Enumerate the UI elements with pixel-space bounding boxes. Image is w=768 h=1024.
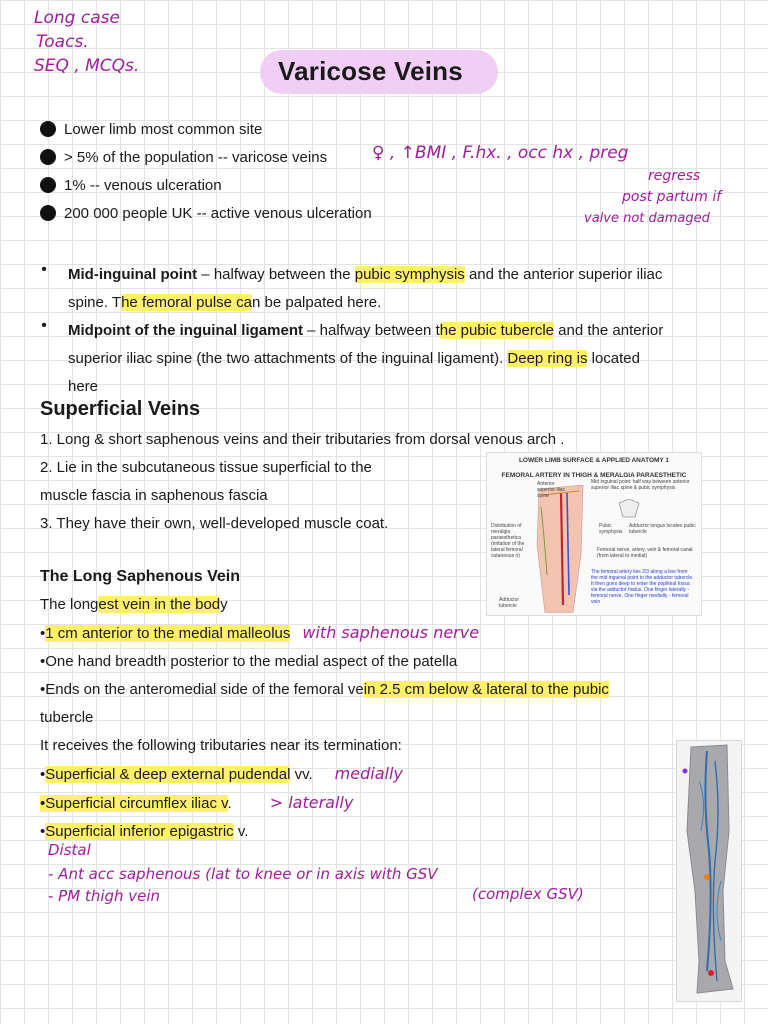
landmark-line [68,289,740,317]
figure-label: Distribution of meralgia paraesthetica (irritation of the lateral femoral cutaneous n) [491,523,525,559]
text-run: spine. T [68,294,122,311]
pelvis-sketch-icon [617,499,641,521]
lsv-section [40,565,609,846]
bullet: • [40,766,46,783]
stats-list [40,120,372,232]
paragraph: 1. Long & short saphenous veins and their tributaries from dorsal venous arch . [40,431,565,448]
risk-note-line: valve not damaged [584,211,710,226]
text-run: and the anterior superior iliac [464,266,663,283]
paragraph: •One hand breadth posterior to the medial aspect of the patella [40,653,458,670]
section-heading: Superficial Veins [40,398,201,420]
margin-note-line: Toacs. [36,32,89,52]
text-run: – halfway between the [197,266,355,283]
list-item-text: 200 000 people UK -- active venous ulceration [64,205,372,222]
highlight: 1 cm anterior to the medial malleolus [45,625,291,642]
paragraph [40,619,609,648]
text-run: •Ends on the anteromedial side of the femoral ve [40,681,364,698]
highlight: Deep ring is [507,350,588,367]
highlight: Superficial inferior epigastric [45,823,234,840]
bullet-dot [40,205,56,221]
text-run: superior iliac spine (the two attachments of the inguinal ligament). [68,350,508,367]
paragraph: muscle fascia in saphenous fascia [40,487,268,504]
margin-note-line: Long case [34,8,120,28]
text-run: v. [233,823,249,840]
paragraph: 3. They have their own, well-developed muscle coat. [40,515,389,532]
bullet: • [41,261,47,278]
risk-note [372,140,752,230]
distal-note-line: - Ant acc saphenous (lat to knee or in axis with GSV [48,865,438,883]
paragraph [40,591,609,619]
tributary-item [40,760,609,789]
handwritten-note: > laterally [269,793,354,812]
text-run: The long [40,596,99,613]
landmark-item [40,261,740,317]
highlight: pubic symphysis [354,266,465,283]
highlight: in 2.5 cm below & lateral to the pubic [363,681,609,698]
list-item-text: 1% -- venous ulceration [64,177,222,194]
margin-note-line: SEQ , MCQs. [34,56,140,76]
leg-veins-image [677,741,741,1001]
paragraph [40,676,609,704]
distal-note-line: (complex GSV) [472,885,584,903]
bullet: • [40,625,46,642]
section-heading: The Long Saphenous Vein [40,568,241,585]
paragraph: 2. Lie in the subcutaneous tissue superficial to the [40,459,372,476]
text-run: – halfway between t [302,322,440,339]
highlight: he femoral pulse ca [121,294,252,311]
list-item [40,120,372,148]
text-run: y [220,596,228,613]
figure-note: The femoral artery lies 2/3 along a line from the mid inguinal point to the adductor tubercle. It then goes deep to enter the popliteal fossa via the adductor hiatus. One finger laterally - femoral nerve. One finger medially - femoral vein [591,569,694,605]
paragraph: tubercle [40,709,94,726]
handwritten-note: with saphenous nerve [302,623,480,642]
figure-subtitle: FEMORAL ARTERY IN THIGH & MERALGIA PARAESTHETIC [501,472,687,479]
leg-illustration [676,740,742,1002]
figure-label: Anterior superior iliac spine [537,481,566,499]
tributary-item [40,789,609,818]
risk-note-line: ♀ , ↑BMI , F.hx. , occ hx , preg [372,143,629,163]
margin-note [34,6,139,78]
risk-note-line: post partum if [622,189,722,205]
bullet-dot [40,177,56,193]
bullet: • [40,823,46,840]
list-item-text: > 5% of the population -- varicose veins [64,149,328,166]
bullet: • [41,317,47,334]
handwritten-note: medially [334,764,403,783]
risk-note-line: regress [648,168,701,184]
figure-label: Femoral nerve, artery, vein & femoral canal (from lateral to medial) [597,547,693,559]
landmark-line: here [68,378,99,395]
landmark-line [68,261,740,289]
landmark-line [68,345,740,373]
figure-label: Mid inguinal point: half way between anterior superior iliac spine & pubic symphysis [591,479,690,491]
distal-note-line: Distal [48,841,91,859]
landmark-item [40,317,740,401]
highlight: est vein in the bod [98,596,221,613]
bullet-dot [40,149,56,165]
title-block [268,50,473,93]
bullet-dot [40,121,56,137]
list-item-text: Lower limb most common site [64,121,263,138]
distal-note [48,838,584,908]
paragraph: It receives the following tributaries near its termination: [40,737,402,754]
landmark-list [40,261,740,401]
highlight: he pubic tubercle [439,322,554,339]
list-item [40,176,372,204]
figure-title: LOWER LIMB SURFACE & APPLIED ANATOMY 1 [518,457,670,464]
text-run: and the anterior [554,322,664,339]
distal-note-line: - PM thigh vein [48,887,161,905]
text-run: located [587,350,640,367]
landmark-line [68,317,740,345]
figure-label: Adductor longus locates pubic tubercle [629,523,696,535]
text-run: . [227,795,232,812]
text-run: vv. [290,766,313,783]
figure-label: Pubic symphysis [599,523,623,535]
highlight: Superficial & deep external pudendal [45,766,291,783]
landmark-term: Midpoint of the inguinal ligament [68,322,303,339]
list-item [40,204,372,232]
landmark-term: Mid-inguinal point [68,266,198,283]
highlight: •Superficial circumflex iliac v [40,795,228,812]
list-item [40,148,372,176]
text-run: n be palpated here. [252,294,382,311]
page-title: Varicose Veins [278,56,463,86]
figure-label: Adductor tubercle [499,597,520,609]
